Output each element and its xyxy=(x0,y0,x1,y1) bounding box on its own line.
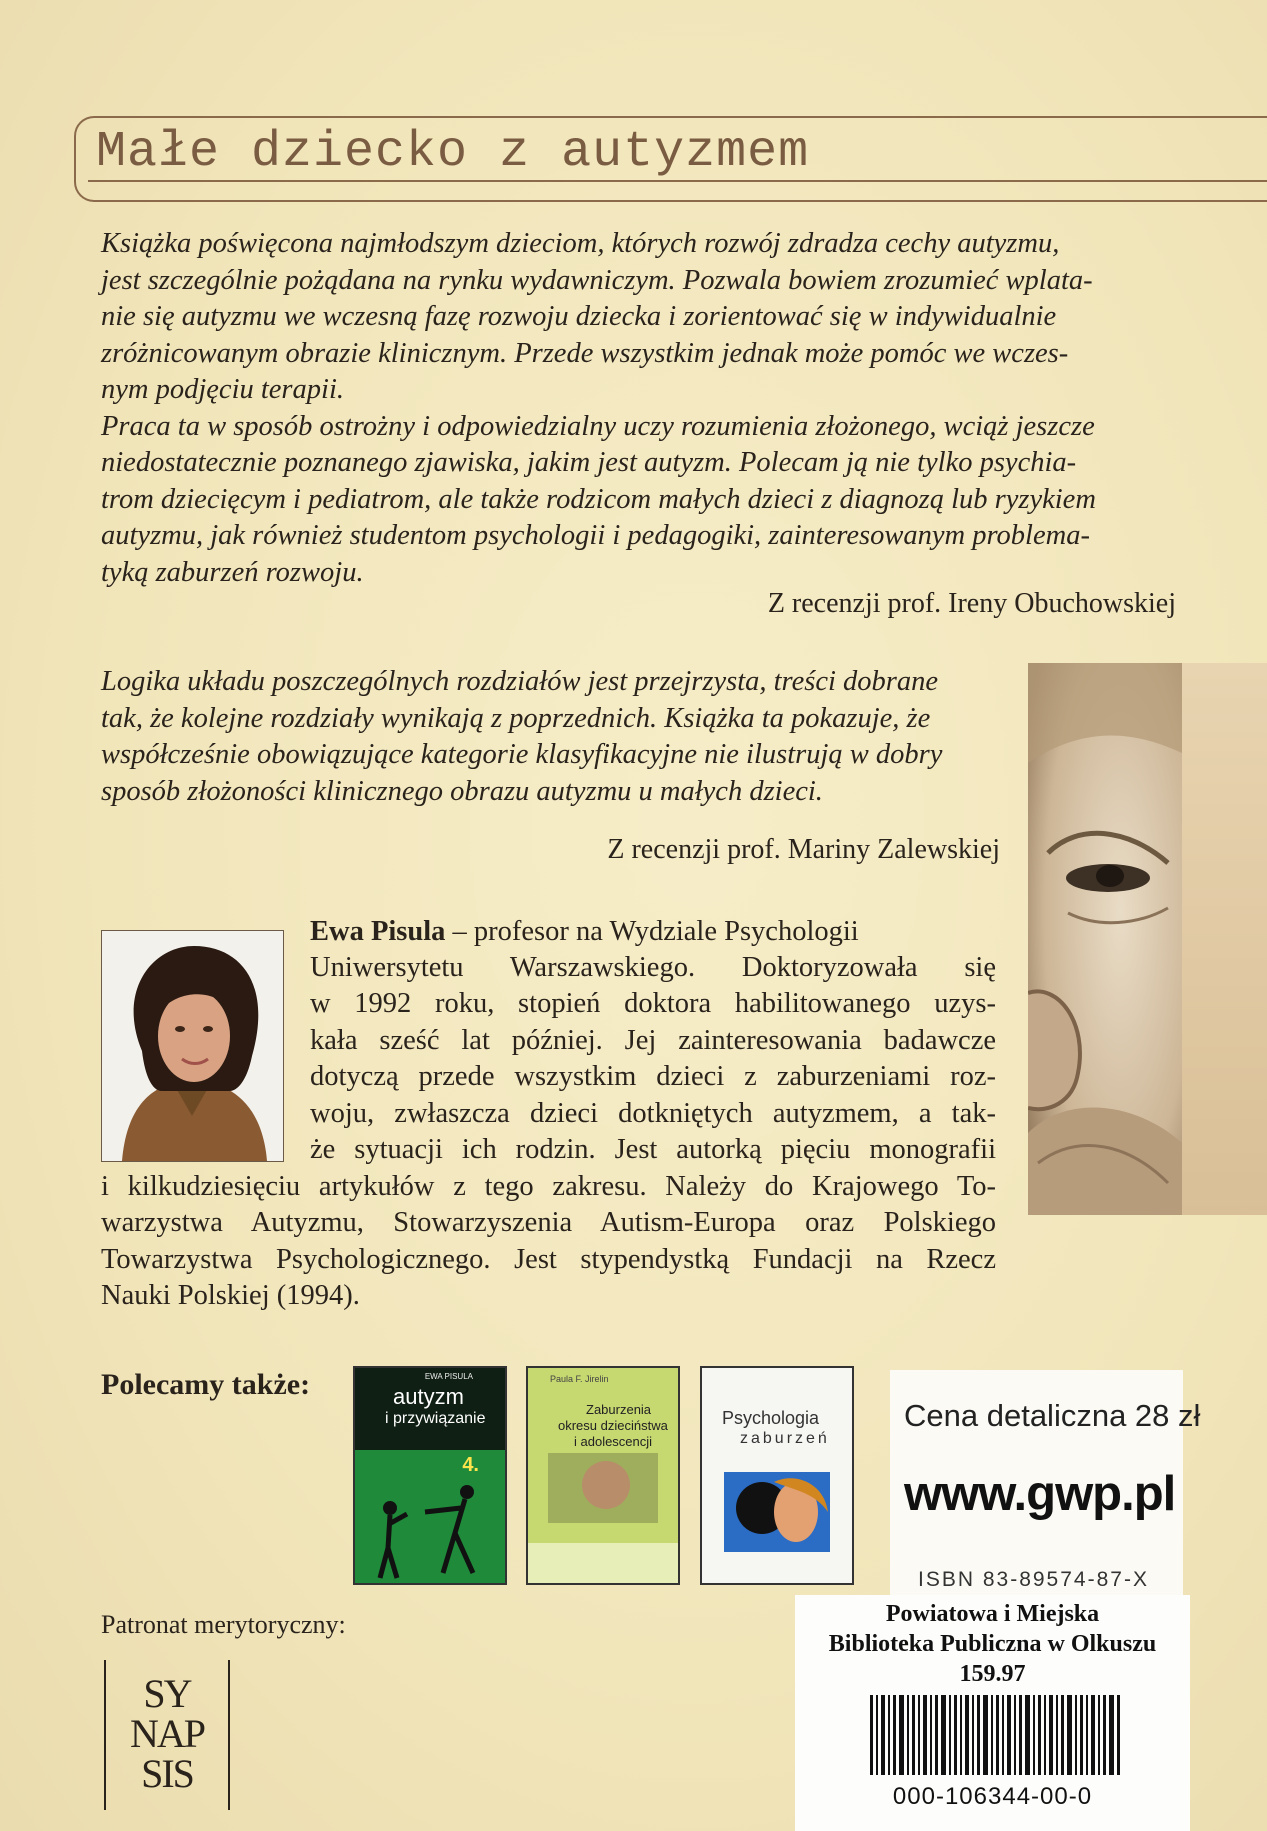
review-attribution-obuchowska: Z recenzji prof. Ireny Obuchowskiej xyxy=(767,588,1176,619)
book-title-line: autyzm xyxy=(393,1384,464,1409)
book-title-line: i przywiązanie xyxy=(385,1410,486,1427)
isbn-number: ISBN 83-89574-87-X xyxy=(918,1568,1149,1591)
photo-side-strip xyxy=(1182,663,1267,1215)
logo-text-line: SY xyxy=(143,1671,191,1716)
library-barcode xyxy=(870,1695,1120,1775)
author-bio-line: i kilkudziesięciu artykułów z tego zakresu. Należy do Krajowego To- xyxy=(101,1171,996,1202)
review-attribution-zalewska: Z recenzji prof. Mariny Zalewskiej xyxy=(607,834,1000,865)
price-sticker xyxy=(890,1370,1201,1595)
book-title-line: Zaburzenia xyxy=(586,1402,652,1417)
author-bio-line: woju, zwłaszcza dzieci dotkniętych autyzmem, a tak- xyxy=(310,1097,996,1129)
recommended-label: Polecamy także: xyxy=(101,1368,311,1401)
book-title-line: okresu dzieciństwa xyxy=(558,1418,668,1433)
book-title-line: zaburzeń xyxy=(740,1430,830,1447)
logo-text-line: SIS xyxy=(141,1751,193,1796)
review-line: tak, że kolejne rozdziały wynikają z poprzednich. Książka ta pokazuje, że xyxy=(101,702,931,734)
book-illustration xyxy=(724,1472,830,1552)
author-bio-line: kała sześć lat później. Jej zainteresowania badawcze xyxy=(310,1024,996,1056)
book-illustration xyxy=(355,1478,505,1583)
book-cover-autyzm-i-przywiazanie[interactable] xyxy=(353,1366,507,1585)
book-title-line: Psychologia xyxy=(722,1408,820,1428)
library-label xyxy=(795,1595,1190,1831)
author-bio-text: – profesor na Wydziale Psychologii xyxy=(452,916,859,947)
author-bio-line: Uniwersytetu Warszawskiego. Doktoryzowała się xyxy=(310,952,996,983)
review-line: nym podjęciu terapii. xyxy=(101,374,344,405)
review-line: Praca ta w sposób ostrożny i odpowiedzialny uczy rozumienia złożonego, wciąż jeszcze xyxy=(101,410,1095,442)
author-name: Ewa Pisula xyxy=(310,916,446,947)
library-classification: 159.97 xyxy=(959,1661,1026,1687)
book-title: Małe dziecko z autyzmem xyxy=(96,124,810,181)
child-face-photo xyxy=(1028,663,1182,1215)
review-line: nie się autyzmu we wczesną fazę rozwoju dziecka i zorientować się w indywidualnie xyxy=(101,301,1057,332)
publisher-website[interactable]: www.gwp.pl xyxy=(904,1467,1176,1521)
book-series-number: 4. xyxy=(462,1454,479,1476)
review-line: trom dziecięcym i pediatrom, ale także rodzicom małych dzieci z diagnozą lub ryzykiem xyxy=(101,483,1096,515)
author-portrait xyxy=(101,930,284,1162)
book-illustration xyxy=(528,1453,678,1583)
book-title-line: i adolescencji xyxy=(574,1434,653,1449)
book-author: EWA PISULA xyxy=(424,1372,473,1381)
review-line: Logika układu poszczególnych rozdziałów jest przejrzysta, treści dobrane xyxy=(101,666,939,697)
library-name-line: Powiatowa i Miejska xyxy=(885,1601,1100,1627)
review-line: autyzmu, jak również studentom psychologii i pedagogiki, zainteresowanym problema- xyxy=(101,520,1090,551)
book-cover-zaburzenia-okresu-dziecinstwa[interactable] xyxy=(526,1366,680,1585)
book-cover-psychologia-zaburzen[interactable] xyxy=(700,1366,854,1585)
library-name-line: Biblioteka Publiczna w Olkuszu xyxy=(828,1631,1157,1657)
author-bio-line: w 1992 roku, stopień doktora habilitowanego uzys- xyxy=(310,988,996,1020)
review-line: zróżnicowanym obrazie klinicznym. Przede wszystkim jednak może pomóc we wczes- xyxy=(101,337,1069,369)
author-bio-wide xyxy=(101,1169,996,1315)
logo-text-line: NAP xyxy=(129,1711,205,1756)
review-line: Książka poświęcona najmłodszym dzieciom, których rozwój zdradza cechy autyzmu, xyxy=(101,228,1060,259)
author-bio-narrow xyxy=(310,950,996,1168)
review-line: sposób złożoności klinicznego obrazu autyzmu u małych dzieci. xyxy=(101,775,823,807)
review-line: współcześnie obowiązujące kategorie klasyfikacyjne nie ilustrują w dobry xyxy=(101,739,943,770)
book-author: Paula F. Jirelin xyxy=(550,1374,609,1384)
author-bio-line: warzystwa Autyzmu, Stowarzyszenia Autism-Europa oraz Polskiego xyxy=(101,1207,996,1239)
author-bio-line: że sytuacji ich rodzin. Jest autorką pięciu monografii xyxy=(310,1134,996,1166)
patronage-label: Patronat merytoryczny: xyxy=(101,1610,346,1639)
review-zalewska xyxy=(101,664,1001,810)
author-bio-line xyxy=(310,914,996,950)
review-line: jest szczególnie pożądana na rynku wydawniczym. Pozwala bowiem zrozumieć wplata- xyxy=(101,264,1093,296)
author-bio-line: Towarzystwa Psychologicznego. Jest stypendystką Fundacji na Rzecz xyxy=(101,1243,996,1275)
library-barcode-number: 000-106344-00-0 xyxy=(892,1783,1093,1810)
author-bio-line: dotyczą przede wszystkim dzieci z zaburzeniami roz- xyxy=(310,1061,996,1093)
synapsis-logo xyxy=(104,1660,230,1810)
review-line: tyką zaburzeń rozwoju. xyxy=(101,556,364,588)
retail-price: Cena detaliczna 28 zł xyxy=(904,1398,1201,1433)
author-bio-line: Nauki Polskiej (1994). xyxy=(101,1280,360,1312)
review-line: niedostatecznie poznanego zjawiska, jakim jest autyzm. Polecam ją nie tylko psychia- xyxy=(101,447,1077,478)
review-obuchowska xyxy=(101,226,1176,591)
